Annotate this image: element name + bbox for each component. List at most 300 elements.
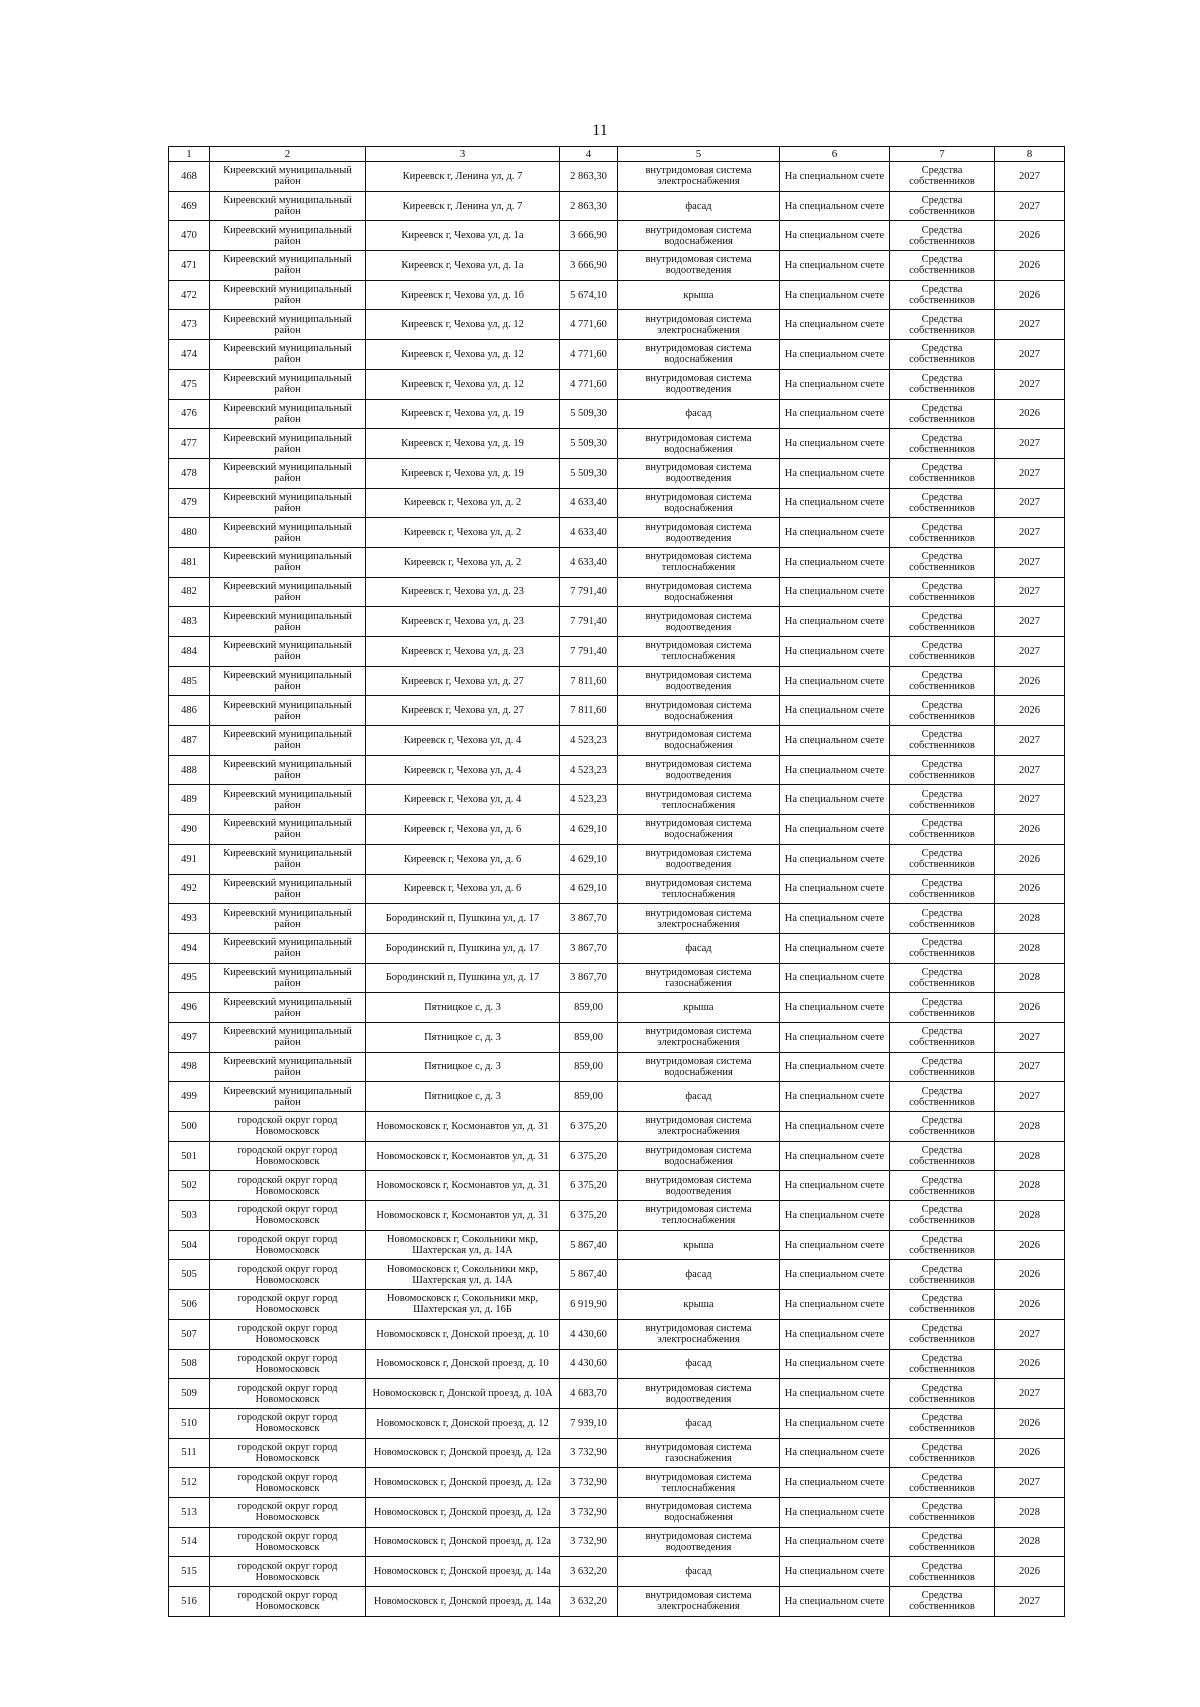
year-cell: 2028 (995, 904, 1065, 934)
year-cell: 2027 (995, 310, 1065, 340)
row-number-cell: 491 (169, 844, 210, 874)
row-number-cell: 485 (169, 666, 210, 696)
column-header: 8 (995, 147, 1065, 162)
row-number-cell: 515 (169, 1557, 210, 1587)
municipality-cell: городской округ город Новомосковск (210, 1141, 366, 1171)
funding-source-cell: Средства собственников (890, 1438, 995, 1468)
account-cell: На специальном счете (780, 1468, 890, 1498)
municipality-cell: городской округ город Новомосковск (210, 1557, 366, 1587)
table-row (169, 1527, 1065, 1557)
table-row (169, 1290, 1065, 1320)
funding-source-cell: Средства собственников (890, 280, 995, 310)
municipality-cell: городской округ город Новомосковск (210, 1290, 366, 1320)
municipality-cell: городской округ город Новомосковск (210, 1468, 366, 1498)
table-row (169, 1260, 1065, 1290)
address-cell: Киреевск г, Чехова ул, д. 12 (366, 369, 560, 399)
area-cell: 7 791,40 (560, 637, 618, 667)
account-cell: На специальном счете (780, 607, 890, 637)
area-cell: 2 863,30 (560, 191, 618, 221)
account-cell: На специальном счете (780, 1230, 890, 1260)
work-type-cell: внутридомовая система электроснабжения (618, 1112, 780, 1142)
work-type-cell: фасад (618, 1260, 780, 1290)
municipality-cell: Киреевский муниципальный район (210, 607, 366, 637)
address-cell: Киреевск г, Чехова ул, д. 4 (366, 785, 560, 815)
row-number-cell: 477 (169, 429, 210, 459)
work-type-cell: внутридомовая система водоотведения (618, 666, 780, 696)
year-cell: 2027 (995, 1319, 1065, 1349)
row-number-cell: 468 (169, 162, 210, 192)
municipality-cell: Киреевский муниципальный район (210, 874, 366, 904)
row-number-cell: 473 (169, 310, 210, 340)
table-body (169, 162, 1065, 1617)
work-type-cell: внутридомовая система водоснабжения (618, 577, 780, 607)
municipality-cell: Киреевский муниципальный район (210, 429, 366, 459)
year-cell: 2026 (995, 1290, 1065, 1320)
funding-source-cell: Средства собственников (890, 458, 995, 488)
year-cell: 2027 (995, 755, 1065, 785)
table-row (169, 547, 1065, 577)
work-type-cell: внутридомовая система электроснабжения (618, 1319, 780, 1349)
row-number-cell: 475 (169, 369, 210, 399)
address-cell: Пятницкое с, д. 3 (366, 993, 560, 1023)
row-number-cell: 476 (169, 399, 210, 429)
account-cell: На специальном счете (780, 518, 890, 548)
account-cell: На специальном счете (780, 874, 890, 904)
year-cell: 2027 (995, 162, 1065, 192)
account-cell: На специальном счете (780, 844, 890, 874)
area-cell: 4 629,10 (560, 844, 618, 874)
account-cell: На специальном счете (780, 340, 890, 370)
year-cell: 2026 (995, 251, 1065, 281)
address-cell: Новомосковск г, Донской проезд, д. 12а (366, 1497, 560, 1527)
address-cell: Новомосковск г, Донской проезд, д. 14а (366, 1557, 560, 1587)
row-number-cell: 503 (169, 1201, 210, 1231)
account-cell: На специальном счете (780, 755, 890, 785)
funding-source-cell: Средства собственников (890, 1527, 995, 1557)
row-number-cell: 472 (169, 280, 210, 310)
table-row (169, 340, 1065, 370)
column-header: 3 (366, 147, 560, 162)
table-row (169, 429, 1065, 459)
funding-source-cell: Средства собственников (890, 1022, 995, 1052)
year-cell: 2027 (995, 429, 1065, 459)
address-cell: Киреевск г, Чехова ул, д. 4 (366, 726, 560, 756)
address-cell: Киреевск г, Ленина ул, д. 7 (366, 191, 560, 221)
row-number-cell: 500 (169, 1112, 210, 1142)
area-cell: 4 523,23 (560, 755, 618, 785)
funding-source-cell: Средства собственников (890, 844, 995, 874)
funding-source-cell: Средства собственников (890, 1408, 995, 1438)
funding-source-cell: Средства собственников (890, 993, 995, 1023)
area-cell: 4 430,60 (560, 1349, 618, 1379)
work-type-cell: внутридомовая система водоснабжения (618, 1052, 780, 1082)
work-type-cell: внутридомовая система водоотведения (618, 1171, 780, 1201)
work-type-cell: фасад (618, 1349, 780, 1379)
account-cell: На специальном счете (780, 488, 890, 518)
address-cell: Новомосковск г, Космонавтов ул, д. 31 (366, 1112, 560, 1142)
municipality-cell: городской округ город Новомосковск (210, 1497, 366, 1527)
table-row (169, 1230, 1065, 1260)
account-cell: На специальном счете (780, 726, 890, 756)
municipality-cell: Киреевский муниципальный район (210, 993, 366, 1023)
funding-source-cell: Средства собственников (890, 1497, 995, 1527)
funding-source-cell: Средства собственников (890, 607, 995, 637)
table-row (169, 251, 1065, 281)
work-type-cell: фасад (618, 191, 780, 221)
address-cell: Киреевск г, Чехова ул, д. 12 (366, 340, 560, 370)
year-cell: 2027 (995, 488, 1065, 518)
account-cell: На специальном счете (780, 963, 890, 993)
area-cell: 2 863,30 (560, 162, 618, 192)
year-cell: 2026 (995, 399, 1065, 429)
work-type-cell: внутридомовая система теплоснабжения (618, 547, 780, 577)
year-cell: 2026 (995, 1438, 1065, 1468)
year-cell: 2027 (995, 1587, 1065, 1617)
account-cell: На специальном счете (780, 221, 890, 251)
funding-source-cell: Средства собственников (890, 726, 995, 756)
funding-source-cell: Средства собственников (890, 1230, 995, 1260)
funding-source-cell: Средства собственников (890, 1141, 995, 1171)
municipality-cell: Киреевский муниципальный район (210, 399, 366, 429)
municipality-cell: Киреевский муниципальный район (210, 369, 366, 399)
municipality-cell: Киреевский муниципальный район (210, 221, 366, 251)
area-cell: 7 811,60 (560, 696, 618, 726)
table-row (169, 815, 1065, 845)
table-row (169, 399, 1065, 429)
row-number-cell: 496 (169, 993, 210, 1023)
work-type-cell: крыша (618, 280, 780, 310)
account-cell: На специальном счете (780, 577, 890, 607)
account-cell: На специальном счете (780, 1112, 890, 1142)
year-cell: 2027 (995, 637, 1065, 667)
row-number-cell: 479 (169, 488, 210, 518)
table-row (169, 1022, 1065, 1052)
address-cell: Пятницкое с, д. 3 (366, 1082, 560, 1112)
address-cell: Пятницкое с, д. 3 (366, 1022, 560, 1052)
row-number-cell: 490 (169, 815, 210, 845)
row-number-cell: 507 (169, 1319, 210, 1349)
account-cell: На специальном счете (780, 1379, 890, 1409)
area-cell: 4 633,40 (560, 518, 618, 548)
table-row (169, 310, 1065, 340)
row-number-cell: 487 (169, 726, 210, 756)
work-type-cell: внутридомовая система водоотведения (618, 1379, 780, 1409)
row-number-cell: 469 (169, 191, 210, 221)
table-row (169, 933, 1065, 963)
area-cell: 5 509,30 (560, 458, 618, 488)
table-row (169, 755, 1065, 785)
year-cell: 2026 (995, 993, 1065, 1023)
address-cell: Киреевск г, Чехова ул, д. 19 (366, 429, 560, 459)
address-cell: Новомосковск г, Донской проезд, д. 12 (366, 1408, 560, 1438)
account-cell: На специальном счете (780, 1438, 890, 1468)
area-cell: 3 632,20 (560, 1587, 618, 1617)
work-type-cell: внутридомовая система электроснабжения (618, 904, 780, 934)
account-cell: На специальном счете (780, 547, 890, 577)
municipality-cell: Киреевский муниципальный район (210, 547, 366, 577)
funding-source-cell: Средства собственников (890, 518, 995, 548)
account-cell: На специальном счете (780, 933, 890, 963)
municipality-cell: Киреевский муниципальный район (210, 577, 366, 607)
row-number-cell: 495 (169, 963, 210, 993)
address-cell: Новомосковск г, Донской проезд, д. 10А (366, 1379, 560, 1409)
row-number-cell: 511 (169, 1438, 210, 1468)
table-row (169, 1379, 1065, 1409)
account-cell: На специальном счете (780, 1408, 890, 1438)
table-row (169, 637, 1065, 667)
year-cell: 2026 (995, 280, 1065, 310)
address-cell: Киреевск г, Чехова ул, д. 23 (366, 607, 560, 637)
funding-source-cell: Средства собственников (890, 1557, 995, 1587)
municipality-cell: Киреевский муниципальный район (210, 1022, 366, 1052)
year-cell: 2026 (995, 221, 1065, 251)
area-cell: 6 375,20 (560, 1171, 618, 1201)
row-number-cell: 506 (169, 1290, 210, 1320)
table-row (169, 458, 1065, 488)
work-type-cell: внутридомовая система водоотведения (618, 369, 780, 399)
municipality-cell: Киреевский муниципальный район (210, 726, 366, 756)
area-cell: 6 375,20 (560, 1141, 618, 1171)
work-type-cell: внутридомовая система водоотведения (618, 251, 780, 281)
municipality-cell: Киреевский муниципальный район (210, 191, 366, 221)
area-cell: 5 674,10 (560, 280, 618, 310)
table-row (169, 844, 1065, 874)
account-cell: На специальном счете (780, 310, 890, 340)
municipality-cell: Киреевский муниципальный район (210, 696, 366, 726)
table-row (169, 191, 1065, 221)
area-cell: 7 939,10 (560, 1408, 618, 1438)
work-type-cell: внутридомовая система электроснабжения (618, 162, 780, 192)
area-cell: 4 771,60 (560, 340, 618, 370)
row-number-cell: 505 (169, 1260, 210, 1290)
table-row (169, 1319, 1065, 1349)
row-number-cell: 493 (169, 904, 210, 934)
year-cell: 2027 (995, 607, 1065, 637)
funding-source-cell: Средства собственников (890, 933, 995, 963)
funding-source-cell: Средства собственников (890, 904, 995, 934)
municipality-cell: городской округ город Новомосковск (210, 1438, 366, 1468)
account-cell: На специальном счете (780, 1022, 890, 1052)
table-row (169, 369, 1065, 399)
area-cell: 6 919,90 (560, 1290, 618, 1320)
work-type-cell: внутридомовая система электроснабжения (618, 1587, 780, 1617)
address-cell: Новомосковск г, Космонавтов ул, д. 31 (366, 1201, 560, 1231)
address-cell: Новомосковск г, Донской проезд, д. 12а (366, 1527, 560, 1557)
work-type-cell: фасад (618, 1082, 780, 1112)
municipality-cell: Киреевский муниципальный район (210, 310, 366, 340)
work-type-cell: внутридомовая система водоотведения (618, 755, 780, 785)
funding-source-cell: Средства собственников (890, 696, 995, 726)
funding-source-cell: Средства собственников (890, 399, 995, 429)
funding-source-cell: Средства собственников (890, 1349, 995, 1379)
funding-source-cell: Средства собственников (890, 637, 995, 667)
account-cell: На специальном счете (780, 666, 890, 696)
table-row (169, 1438, 1065, 1468)
work-type-cell: внутридомовая система теплоснабжения (618, 785, 780, 815)
table-row (169, 1082, 1065, 1112)
municipality-cell: Киреевский муниципальный район (210, 1082, 366, 1112)
funding-source-cell: Средства собственников (890, 488, 995, 518)
account-cell: На специальном счете (780, 993, 890, 1023)
table-row (169, 280, 1065, 310)
area-cell: 5 509,30 (560, 399, 618, 429)
account-cell: На специальном счете (780, 1497, 890, 1527)
address-cell: Киреевск г, Чехова ул, д. 6 (366, 815, 560, 845)
work-type-cell: внутридомовая система водоотведения (618, 607, 780, 637)
year-cell: 2027 (995, 1468, 1065, 1498)
address-cell: Новомосковск г, Сокольники мкр, Шахтерская ул, д. 14А (366, 1260, 560, 1290)
account-cell: На специальном счете (780, 369, 890, 399)
column-header: 6 (780, 147, 890, 162)
work-type-cell: внутридомовая система теплоснабжения (618, 637, 780, 667)
municipality-cell: городской округ город Новомосковск (210, 1319, 366, 1349)
year-cell: 2027 (995, 1022, 1065, 1052)
work-type-cell: фасад (618, 933, 780, 963)
work-type-cell: крыша (618, 1290, 780, 1320)
area-cell: 4 629,10 (560, 815, 618, 845)
account-cell: На специальном счете (780, 429, 890, 459)
work-type-cell: фасад (618, 399, 780, 429)
work-type-cell: внутридомовая система водоснабжения (618, 696, 780, 726)
area-cell: 4 629,10 (560, 874, 618, 904)
year-cell: 2027 (995, 191, 1065, 221)
address-cell: Киреевск г, Чехова ул, д. 27 (366, 666, 560, 696)
row-number-cell: 513 (169, 1497, 210, 1527)
row-number-cell: 504 (169, 1230, 210, 1260)
table-row (169, 726, 1065, 756)
municipality-cell: Киреевский муниципальный район (210, 666, 366, 696)
register-table (168, 146, 1065, 1617)
address-cell: Киреевск г, Чехова ул, д. 27 (366, 696, 560, 726)
year-cell: 2027 (995, 1082, 1065, 1112)
funding-source-cell: Средства собственников (890, 1260, 995, 1290)
funding-source-cell: Средства собственников (890, 221, 995, 251)
address-cell: Бородинский п, Пушкина ул, д. 17 (366, 933, 560, 963)
row-number-cell: 499 (169, 1082, 210, 1112)
year-cell: 2028 (995, 933, 1065, 963)
row-number-cell: 484 (169, 637, 210, 667)
municipality-cell: Киреевский муниципальный район (210, 904, 366, 934)
area-cell: 859,00 (560, 993, 618, 1023)
area-cell: 4 430,60 (560, 1319, 618, 1349)
area-cell: 3 867,70 (560, 963, 618, 993)
area-cell: 6 375,20 (560, 1201, 618, 1231)
row-number-cell: 488 (169, 755, 210, 785)
municipality-cell: Киреевский муниципальный район (210, 458, 366, 488)
funding-source-cell: Средства собственников (890, 1468, 995, 1498)
municipality-cell: городской округ город Новомосковск (210, 1527, 366, 1557)
year-cell: 2028 (995, 1527, 1065, 1557)
row-number-cell: 502 (169, 1171, 210, 1201)
work-type-cell: фасад (618, 1557, 780, 1587)
work-type-cell: внутридомовая система водоснабжения (618, 340, 780, 370)
address-cell: Бородинский п, Пушкина ул, д. 17 (366, 963, 560, 993)
area-cell: 7 791,40 (560, 607, 618, 637)
funding-source-cell: Средства собственников (890, 340, 995, 370)
municipality-cell: городской округ город Новомосковск (210, 1587, 366, 1617)
account-cell: На специальном счете (780, 1587, 890, 1617)
municipality-cell: Киреевский муниципальный район (210, 844, 366, 874)
work-type-cell: внутридомовая система теплоснабжения (618, 1201, 780, 1231)
work-type-cell: внутридомовая система теплоснабжения (618, 874, 780, 904)
address-cell: Новомосковск г, Донской проезд, д. 10 (366, 1319, 560, 1349)
address-cell: Новомосковск г, Донской проезд, д. 10 (366, 1349, 560, 1379)
address-cell: Новомосковск г, Донской проезд, д. 12а (366, 1468, 560, 1498)
table-row (169, 1557, 1065, 1587)
account-cell: На специальном счете (780, 904, 890, 934)
funding-source-cell: Средства собственников (890, 310, 995, 340)
work-type-cell: внутридомовая система водоотведения (618, 458, 780, 488)
table-row (169, 577, 1065, 607)
work-type-cell: внутридомовая система теплоснабжения (618, 1468, 780, 1498)
table-row (169, 488, 1065, 518)
account-cell: На специальном счете (780, 162, 890, 192)
address-cell: Новомосковск г, Космонавтов ул, д. 31 (366, 1171, 560, 1201)
account-cell: На специальном счете (780, 1082, 890, 1112)
address-cell: Пятницкое с, д. 3 (366, 1052, 560, 1082)
address-cell: Киреевск г, Чехова ул, д. 12 (366, 310, 560, 340)
area-cell: 7 791,40 (560, 577, 618, 607)
year-cell: 2028 (995, 1171, 1065, 1201)
table-row (169, 1052, 1065, 1082)
area-cell: 3 666,90 (560, 251, 618, 281)
funding-source-cell: Средства собственников (890, 755, 995, 785)
municipality-cell: Киреевский муниципальный район (210, 162, 366, 192)
address-cell: Киреевск г, Чехова ул, д. 6 (366, 844, 560, 874)
row-number-cell: 486 (169, 696, 210, 726)
table-row (169, 518, 1065, 548)
address-cell: Киреевск г, Чехова ул, д. 1б (366, 280, 560, 310)
funding-source-cell: Средства собственников (890, 1112, 995, 1142)
area-cell: 3 732,90 (560, 1438, 618, 1468)
year-cell: 2026 (995, 1557, 1065, 1587)
work-type-cell: фасад (618, 1408, 780, 1438)
municipality-cell: городской округ город Новомосковск (210, 1408, 366, 1438)
table-row (169, 1468, 1065, 1498)
area-cell: 5 867,40 (560, 1230, 618, 1260)
funding-source-cell: Средства собственников (890, 251, 995, 281)
address-cell: Киреевск г, Чехова ул, д. 23 (366, 637, 560, 667)
address-cell: Киреевск г, Чехова ул, д. 4 (366, 755, 560, 785)
area-cell: 3 666,90 (560, 221, 618, 251)
year-cell: 2026 (995, 1408, 1065, 1438)
address-cell: Новомосковск г, Сокольники мкр, Шахтерская ул, д. 14А (366, 1230, 560, 1260)
work-type-cell: внутридомовая система водоснабжения (618, 726, 780, 756)
funding-source-cell: Средства собственников (890, 1290, 995, 1320)
work-type-cell: внутридомовая система водоснабжения (618, 488, 780, 518)
municipality-cell: Киреевский муниципальный район (210, 340, 366, 370)
address-cell: Киреевск г, Ленина ул, д. 7 (366, 162, 560, 192)
municipality-cell: городской округ город Новомосковск (210, 1230, 366, 1260)
table-row (169, 666, 1065, 696)
area-cell: 4 523,23 (560, 726, 618, 756)
address-cell: Новомосковск г, Донской проезд, д. 12а (366, 1438, 560, 1468)
area-cell: 6 375,20 (560, 1112, 618, 1142)
funding-source-cell: Средства собственников (890, 429, 995, 459)
column-header: 1 (169, 147, 210, 162)
page-number: 11 (592, 122, 608, 139)
year-cell: 2026 (995, 666, 1065, 696)
year-cell: 2027 (995, 340, 1065, 370)
area-cell: 5 867,40 (560, 1260, 618, 1290)
address-cell: Киреевск г, Чехова ул, д. 23 (366, 577, 560, 607)
municipality-cell: Киреевский муниципальный район (210, 518, 366, 548)
year-cell: 2026 (995, 1349, 1065, 1379)
column-header: 5 (618, 147, 780, 162)
funding-source-cell: Средства собственников (890, 1379, 995, 1409)
work-type-cell: внутридомовая система водоснабжения (618, 1141, 780, 1171)
account-cell: На специальном счете (780, 251, 890, 281)
